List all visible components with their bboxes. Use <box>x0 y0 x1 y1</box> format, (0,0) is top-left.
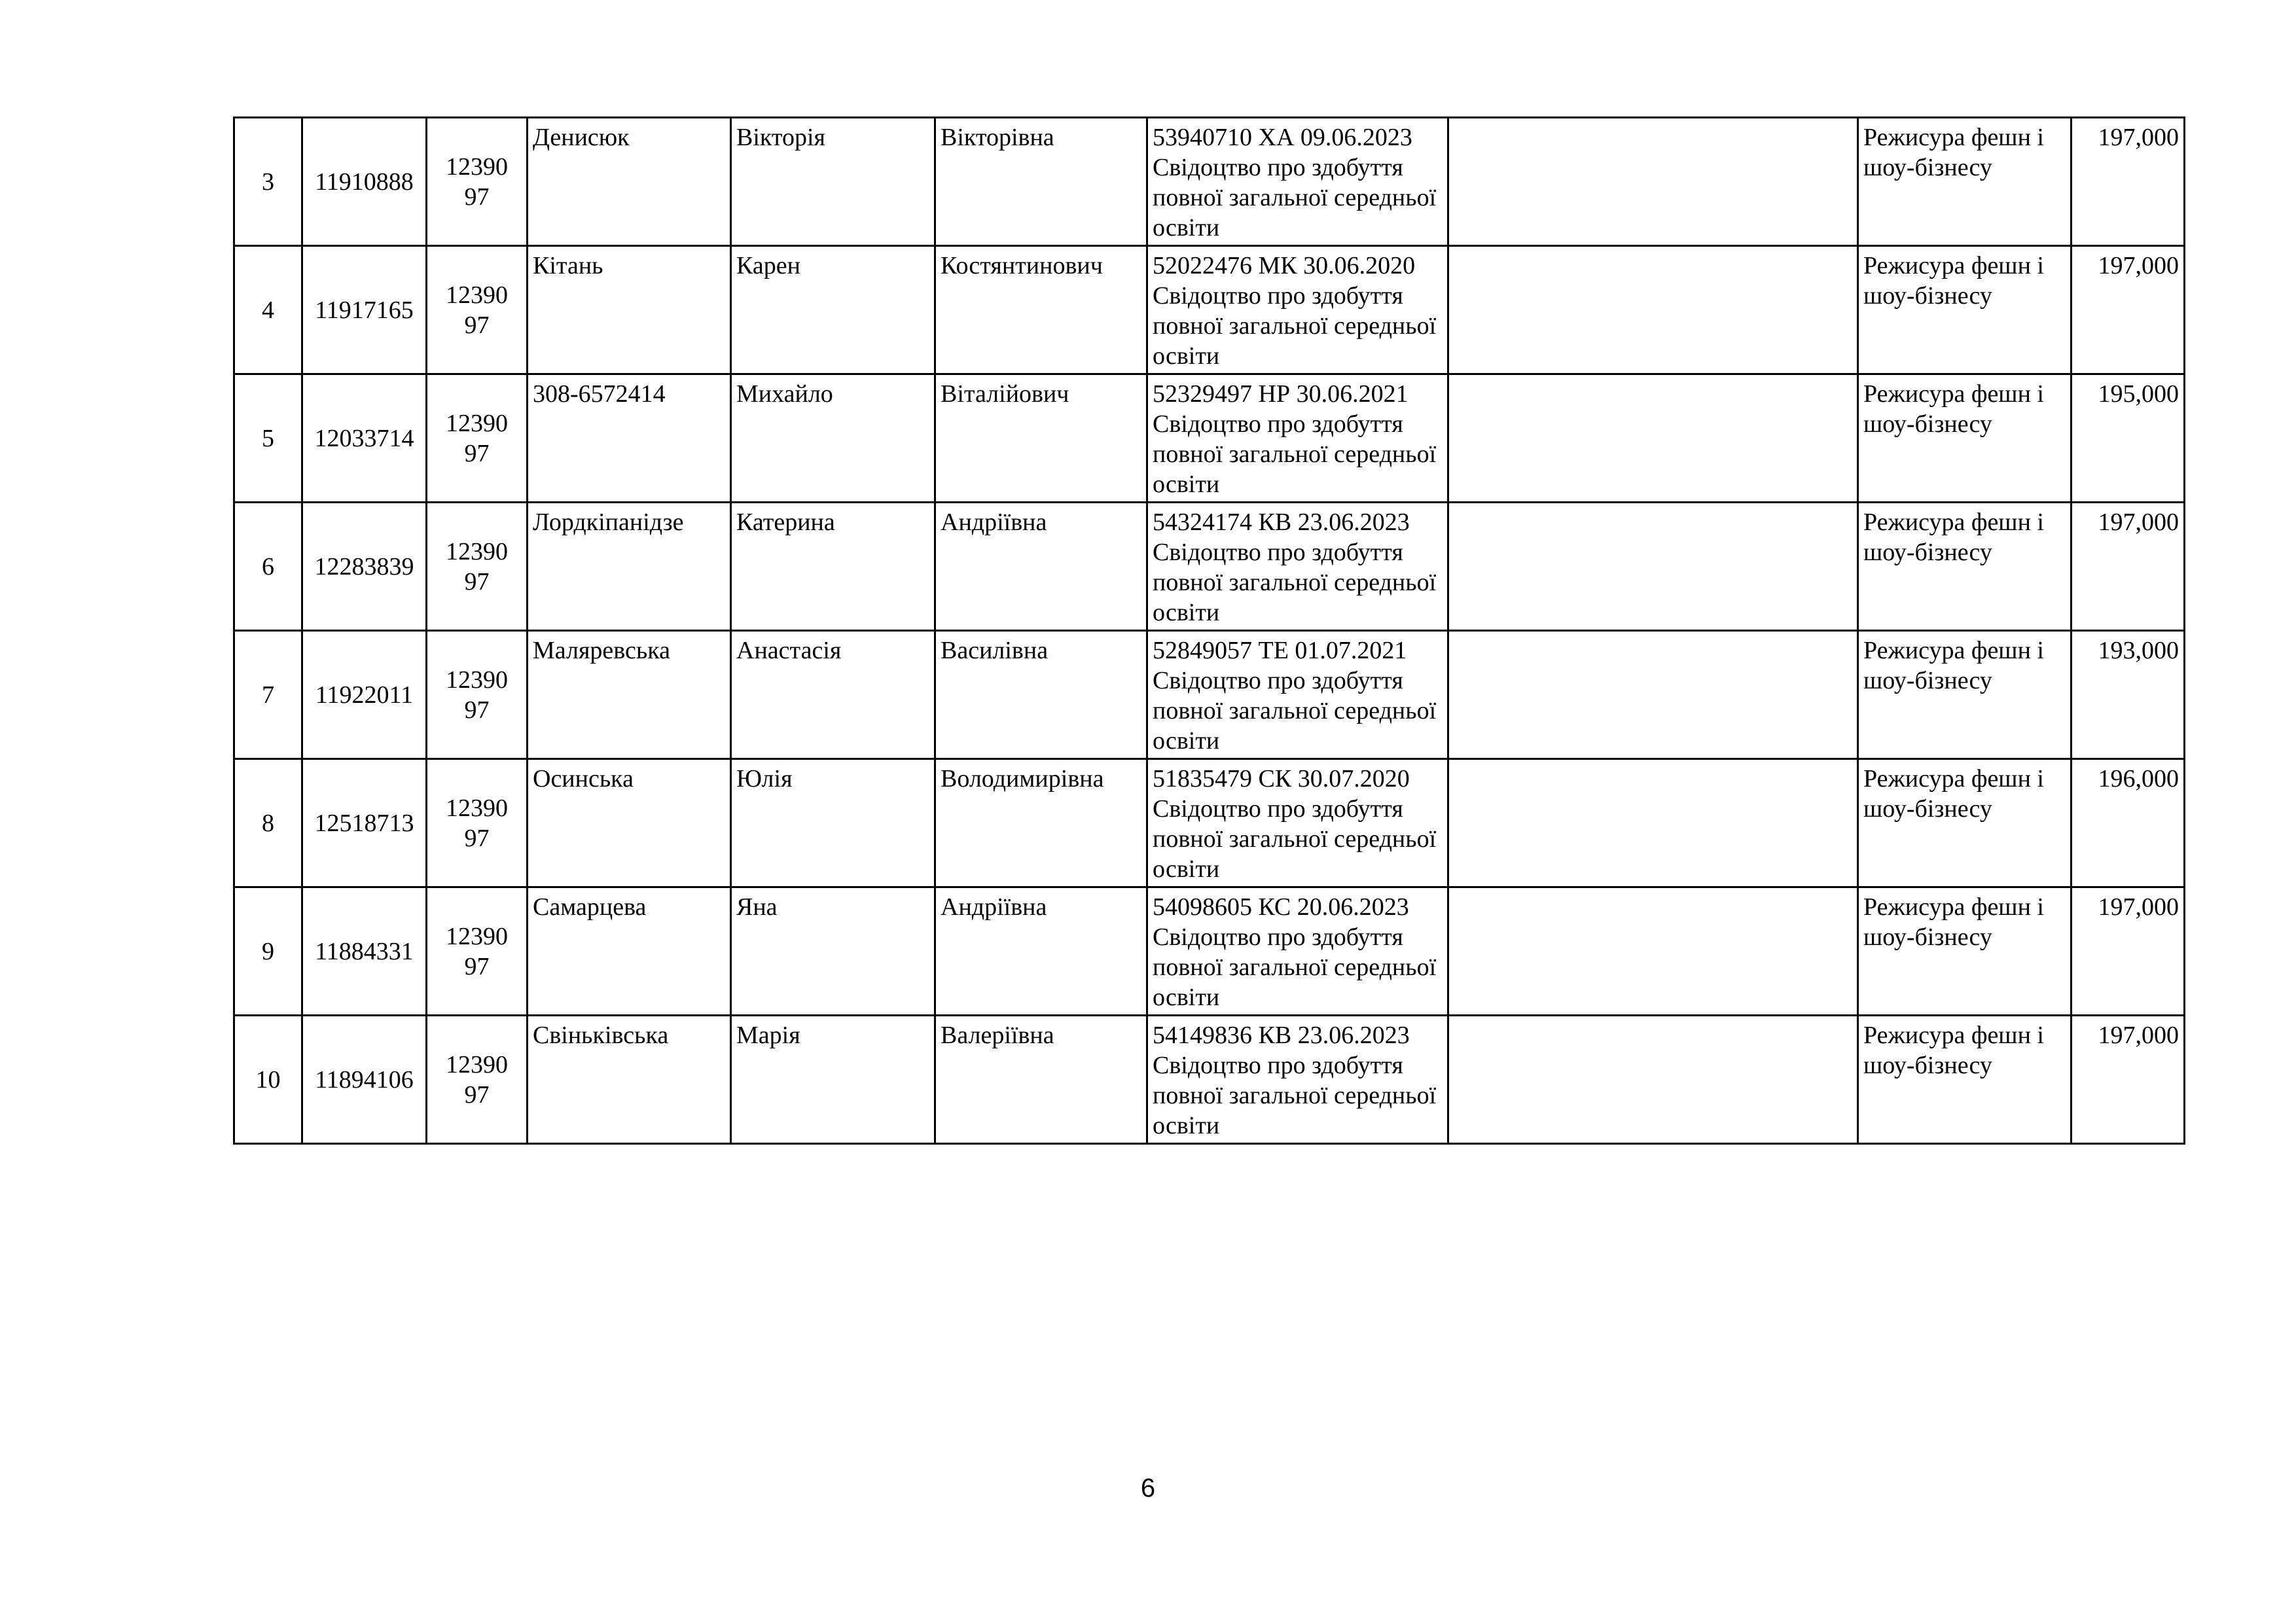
program-code-cell <box>427 1016 528 1144</box>
program-code-cell <box>427 118 528 246</box>
application-id-cell: 11894106 <box>302 1016 427 1144</box>
surname-cell: Лордкіпанідзе <box>528 503 731 631</box>
score-cell: 196,000 <box>2072 759 2185 887</box>
application-id-cell: 12283839 <box>302 503 427 631</box>
row-number-cell: 4 <box>234 246 302 374</box>
applicants-table <box>233 116 2185 1145</box>
surname-cell: Кітань <box>528 246 731 374</box>
row-number-cell: 6 <box>234 503 302 631</box>
program-code-cell <box>427 503 528 631</box>
note-cell <box>1448 503 1858 631</box>
program-code-text: 1239097 <box>446 666 508 724</box>
program-code-text: 1239097 <box>446 537 508 596</box>
score-cell: 193,000 <box>2072 631 2185 759</box>
application-id-cell: 12518713 <box>302 759 427 887</box>
score-cell: 197,000 <box>2072 887 2185 1016</box>
program-code-cell <box>427 374 528 503</box>
first-name-cell: Юлія <box>731 759 935 887</box>
application-id-cell: 12033714 <box>302 374 427 503</box>
surname-cell: Денисюк <box>528 118 731 246</box>
score-cell: 195,000 <box>2072 374 2185 503</box>
first-name-cell: Марія <box>731 1016 935 1144</box>
document-cell: 52022476 МК 30.06.2020 Свідоцтво про здобуття повної загальної середньої освіти <box>1147 246 1448 374</box>
application-id-cell: 11910888 <box>302 118 427 246</box>
surname-cell: Осинська <box>528 759 731 887</box>
specialty-cell: Режисура фешн і шоу-бізнесу <box>1858 631 2072 759</box>
table-row <box>234 759 2185 887</box>
program-code-text: 1239097 <box>446 1050 508 1109</box>
first-name-cell: Карен <box>731 246 935 374</box>
program-code-cell <box>427 631 528 759</box>
patronymic-cell: Валеріївна <box>935 1016 1147 1144</box>
surname-cell: 308-6572414 <box>528 374 731 503</box>
specialty-cell: Режисура фешн і шоу-бізнесу <box>1858 759 2072 887</box>
first-name-cell: Вікторія <box>731 118 935 246</box>
first-name-cell: Михайло <box>731 374 935 503</box>
score-cell: 197,000 <box>2072 246 2185 374</box>
patronymic-cell: Андріївна <box>935 887 1147 1016</box>
table-row <box>234 631 2185 759</box>
document-cell: 51835479 СК 30.07.2020 Свідоцтво про здобуття повної загальної середньої освіти <box>1147 759 1448 887</box>
document-cell: 52329497 НР 30.06.2021 Свідоцтво про здобуття повної загальної середньої освіти <box>1147 374 1448 503</box>
program-code-cell <box>427 759 528 887</box>
note-cell <box>1448 374 1858 503</box>
document-cell: 54149836 КВ 23.06.2023 Свідоцтво про здобуття повної загальної середньої освіти <box>1147 1016 1448 1144</box>
surname-cell: Свіньківська <box>528 1016 731 1144</box>
program-code-text: 1239097 <box>446 281 508 339</box>
specialty-cell: Режисура фешн і шоу-бізнесу <box>1858 1016 2072 1144</box>
specialty-cell: Режисура фешн і шоу-бізнесу <box>1858 887 2072 1016</box>
program-code-cell <box>427 246 528 374</box>
table-row <box>234 118 2185 246</box>
first-name-cell: Анастасія <box>731 631 935 759</box>
score-cell: 197,000 <box>2072 503 2185 631</box>
score-cell: 197,000 <box>2072 1016 2185 1144</box>
score-cell: 197,000 <box>2072 118 2185 246</box>
application-id-cell: 11922011 <box>302 631 427 759</box>
note-cell <box>1448 246 1858 374</box>
patronymic-cell: Костянтинович <box>935 246 1147 374</box>
note-cell <box>1448 759 1858 887</box>
specialty-cell: Режисура фешн і шоу-бізнесу <box>1858 118 2072 246</box>
program-code-text: 1239097 <box>446 152 508 211</box>
row-number-cell: 7 <box>234 631 302 759</box>
patronymic-cell: Віталійович <box>935 374 1147 503</box>
table-row <box>234 1016 2185 1144</box>
document-cell: 54098605 КС 20.06.2023 Свідоцтво про здобуття повної загальної середньої освіти <box>1147 887 1448 1016</box>
specialty-cell: Режисура фешн і шоу-бізнесу <box>1858 246 2072 374</box>
first-name-cell: Яна <box>731 887 935 1016</box>
patronymic-cell: Вікторівна <box>935 118 1147 246</box>
first-name-cell: Катерина <box>731 503 935 631</box>
program-code-text: 1239097 <box>446 409 508 467</box>
page-number: 6 <box>1140 1474 1156 1503</box>
document-cell: 53940710 ХА 09.06.2023 Свідоцтво про здобуття повної загальної середньої освіти <box>1147 118 1448 246</box>
table-row <box>234 246 2185 374</box>
row-number-cell: 9 <box>234 887 302 1016</box>
table-row <box>234 887 2185 1016</box>
patronymic-cell: Володимирівна <box>935 759 1147 887</box>
surname-cell: Маляревська <box>528 631 731 759</box>
row-number-cell: 3 <box>234 118 302 246</box>
specialty-cell: Режисура фешн і шоу-бізнесу <box>1858 503 2072 631</box>
row-number-cell: 10 <box>234 1016 302 1144</box>
row-number-cell: 5 <box>234 374 302 503</box>
note-cell <box>1448 118 1858 246</box>
document-cell: 54324174 КВ 23.06.2023 Свідоцтво про здобуття повної загальної середньої освіти <box>1147 503 1448 631</box>
document-cell: 52849057 ТЕ 01.07.2021 Свідоцтво про здобуття повної загальної середньої освіти <box>1147 631 1448 759</box>
program-code-text: 1239097 <box>446 794 508 852</box>
row-number-cell: 8 <box>234 759 302 887</box>
application-id-cell: 11884331 <box>302 887 427 1016</box>
patronymic-cell: Андріївна <box>935 503 1147 631</box>
specialty-cell: Режисура фешн і шоу-бізнесу <box>1858 374 2072 503</box>
application-id-cell: 11917165 <box>302 246 427 374</box>
patronymic-cell: Василівна <box>935 631 1147 759</box>
note-cell <box>1448 1016 1858 1144</box>
table-row <box>234 374 2185 503</box>
program-code-text: 1239097 <box>446 922 508 980</box>
note-cell <box>1448 631 1858 759</box>
program-code-cell <box>427 887 528 1016</box>
table-body <box>234 118 2185 1144</box>
surname-cell: Самарцева <box>528 887 731 1016</box>
table-row <box>234 503 2185 631</box>
note-cell <box>1448 887 1858 1016</box>
